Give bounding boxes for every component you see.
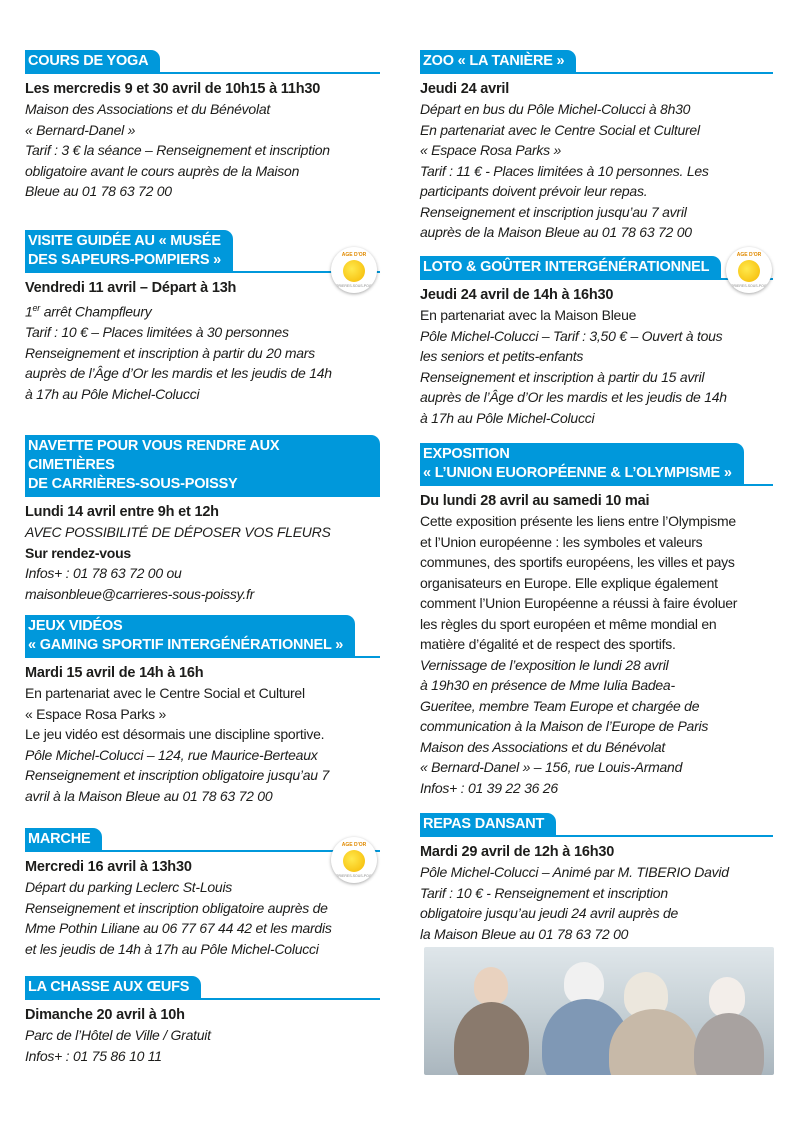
detail-line: obligatoire avant le cours auprès de la Maison	[25, 162, 300, 179]
detail-line: la Maison Bleue au 01 78 63 72 00	[420, 925, 629, 942]
section-title	[25, 615, 355, 656]
section-yoga	[25, 50, 380, 202]
detail-line: Tarif : 10 € – Places limitées à 30 personnes	[25, 324, 289, 341]
badge-title: AGE D'OR	[341, 842, 367, 848]
sun-icon	[738, 260, 760, 282]
title-underline	[25, 72, 380, 74]
section-title: MARCHE	[25, 828, 102, 850]
section-title: LOTO & GOÛTER INTERGÉNÉRATIONNEL	[420, 256, 721, 278]
detail-line: Maison des Associations et du Bénévolat	[420, 738, 665, 755]
detail-line: matière d’égalité et de respect des sportifs.	[420, 636, 676, 652]
detail-line: avril à la Maison Bleue au 01 78 63 72 00	[25, 787, 273, 804]
detail-line: En partenariat avec le Centre Social et Culturel	[420, 121, 700, 138]
title-underline	[420, 835, 773, 837]
detail-line: Gueritee, membre Team Europe et chargée de	[420, 697, 700, 714]
detail-line: communication à la Maison de l’Europe de Paris	[420, 718, 709, 734]
detail-line: Bleue au 01 78 63 72 00	[25, 183, 172, 199]
person-body	[609, 1009, 699, 1075]
sun-icon	[343, 260, 365, 282]
first-stop-sup: er	[32, 303, 41, 313]
person-head	[564, 962, 604, 1004]
detail-line: communes, des sportifs européens, les villes et pays	[420, 554, 735, 570]
title-line: VISITE GUIDÉE AU « MUSÉE	[28, 233, 221, 249]
title-line: JEUX VIDÉOS	[28, 618, 123, 634]
event-details	[25, 99, 380, 202]
section-title: COURS DE YOGA	[25, 50, 160, 72]
detail-line: Renseignement et inscription obligatoire jusqu’au 7	[25, 767, 329, 783]
detail-line: Pôle Michel-Colucci – Tarif : 3,50 € – Ouvert à tous	[420, 327, 723, 344]
dancing-seniors-photo	[424, 947, 774, 1075]
detail-line: En partenariat avec le Centre Social et Culturel	[25, 685, 305, 701]
detail-line: Renseignement et inscription jusqu’au 7 avril	[420, 203, 687, 220]
detail-line: participants doivent prévoir leur repas.	[420, 183, 648, 199]
detail-line: Parc de l’Hôtel de Ville / Gratuit	[25, 1027, 211, 1043]
section-title: REPAS DANSANT	[420, 813, 556, 835]
event-date: Jeudi 24 avril de 14h à 16h30	[420, 287, 614, 303]
title-underline	[25, 495, 380, 497]
detail-line: « Bernard-Danel » – 156, rue Louis-Armand	[420, 759, 683, 775]
event-date: Mardi 29 avril de 12h à 16h30	[420, 844, 615, 860]
detail-line: Renseignement et inscription obligatoire auprès de	[25, 899, 328, 916]
title-line: DES SAPEURS-POMPIERS »	[28, 252, 222, 268]
title-underline	[25, 998, 380, 1000]
section-exhibition	[420, 443, 773, 798]
section-loto	[420, 256, 773, 428]
event-date: Lundi 14 avril entre 9h et 12h	[25, 504, 219, 520]
title-line: « GAMING SPORTIF INTERGÉNÉRATIONNEL »	[28, 637, 344, 653]
section-video-games	[25, 615, 380, 806]
badge-subtitle: CARRIERES-SOUS-POISSY	[331, 874, 377, 878]
detail-line: « Bernard-Danel »	[25, 121, 136, 138]
badge-subtitle: CARRIERES-SOUS-POISSY	[331, 284, 377, 288]
title-underline	[25, 656, 380, 658]
section-walk	[25, 828, 380, 959]
person-head	[474, 967, 508, 1005]
event-details	[420, 862, 773, 944]
badge-subtitle: CARRIERES-SOUS-POISSY	[726, 284, 772, 288]
detail-line: Pôle Michel-Colucci – Animé par M. TIBERIO David	[420, 864, 729, 880]
detail-line: Départ du parking Leclerc St-Louis	[25, 879, 233, 895]
detail-line: Infos+ : 01 75 86 10 11	[25, 1047, 162, 1064]
title-underline	[420, 72, 773, 74]
event-details	[420, 99, 773, 243]
detail-line: auprès de la Maison Bleue au 01 78 63 72 00	[420, 224, 692, 240]
detail-line: auprès de l’Âge d’Or les mardis et les jeudis de 14h	[25, 365, 332, 382]
person-head	[709, 977, 745, 1017]
first-stop-text: arrêt Champfleury	[40, 303, 152, 320]
section-zoo	[420, 50, 773, 243]
event-details	[25, 877, 380, 959]
detail-line: Renseignement et inscription à partir du 20 mars	[25, 344, 315, 361]
detail-line: Maison des Associations et du Bénévolat	[25, 101, 270, 117]
event-date: Les mercredis 9 et 30 avril de 10h15 à 11h30	[25, 81, 321, 97]
event-date: Vendredi 11 avril – Départ à 13h	[25, 280, 237, 296]
detail-line: Tarif : 11 € - Places limitées à 10 personnes. Les	[420, 162, 709, 179]
title-line: DE CARRIÈRES-SOUS-POISSY	[28, 476, 238, 492]
detail-line: Cette exposition présente les liens entre l’Olympisme	[420, 513, 736, 529]
event-date: Dimanche 20 avril à 10h	[25, 1007, 185, 1023]
section-cemetery-shuttle	[25, 435, 380, 604]
age-dor-logo-icon	[331, 247, 377, 293]
title-underline	[25, 271, 380, 273]
first-stop-number: 1	[25, 303, 33, 320]
section-title: LA CHASSE AUX ŒUFS	[25, 976, 201, 998]
event-details	[420, 305, 773, 428]
event-date: Mercredi 16 avril à 13h30	[25, 859, 192, 875]
detail-line: « Espace Rosa Parks »	[420, 142, 562, 158]
event-details	[25, 522, 380, 604]
section-title	[25, 230, 233, 271]
person-body	[454, 1002, 529, 1075]
title-line: NAVETTE POUR VOUS RENDRE AUX CIMETIÈRES	[28, 438, 280, 473]
detail-line: Vernissage de l’exposition le lundi 28 avril	[420, 656, 669, 673]
title-line: EXPOSITION	[423, 446, 510, 462]
detail-line: Renseignement et inscription à partir du 15 avril	[420, 368, 705, 385]
age-dor-logo-icon	[726, 247, 772, 293]
badge-title: AGE D'OR	[736, 252, 762, 258]
sun-icon	[343, 850, 365, 872]
detail-line: à 17h au Pôle Michel-Colucci	[420, 409, 595, 426]
info-phone: Infos+ : 01 78 63 72 00 ou	[25, 565, 182, 581]
first-stop-line	[25, 298, 380, 322]
detail-line: obligatoire jusqu’au jeudi 24 avril auprès de	[420, 905, 679, 921]
detail-line: à 19h30 en présence de Mme Iulia Badea-	[420, 677, 675, 693]
detail-line: et les jeudis de 14h à 17h au Pôle Michel-Colucci	[25, 940, 319, 957]
title-underline	[25, 850, 380, 852]
detail-line: les seniors et petits-enfants	[420, 348, 584, 364]
event-date: Mardi 15 avril de 14h à 16h	[25, 665, 204, 681]
section-title: ZOO « LA TANIÈRE »	[420, 50, 576, 72]
detail-line: comment l’Union Européenne a réussi à faire évoluer	[420, 595, 738, 611]
detail-line: En partenariat avec la Maison Bleue	[420, 307, 637, 323]
badge-title: AGE D'OR	[341, 252, 367, 258]
detail-line: auprès de l’Âge d’Or les mardis et les jeudis de 14h	[420, 389, 727, 405]
section-title	[420, 443, 744, 484]
detail-line: Tarif : 10 € - Renseignement et inscription	[420, 884, 668, 901]
age-dor-logo-icon	[331, 837, 377, 883]
event-details	[25, 298, 380, 404]
detail-line: organisateurs en Europe. Elle explique également	[420, 574, 718, 591]
detail-line: Départ en bus du Pôle Michel-Colucci à 8h30	[420, 101, 691, 117]
title-underline	[420, 484, 773, 486]
person-body	[694, 1013, 764, 1075]
event-date: Jeudi 24 avril	[420, 81, 510, 97]
info-email[interactable]: maisonbleue@carrieres-sous-poissy.fr	[25, 585, 255, 602]
detail-line: Pôle Michel-Colucci – 124, rue Maurice-Berteaux	[25, 746, 318, 763]
detail-line: Mme Pothin Liliane au 06 77 67 44 42 et les mardis	[25, 920, 332, 936]
section-egg-hunt	[25, 976, 380, 1066]
detail-line: à 17h au Pôle Michel-Colucci	[25, 385, 200, 402]
event-details	[25, 683, 380, 806]
appointment-note: Sur rendez-vous	[25, 544, 131, 561]
section-dinner-dance	[420, 813, 773, 944]
section-museum-visit	[25, 230, 380, 404]
section-title	[25, 435, 380, 495]
event-details	[420, 511, 773, 798]
event-details	[25, 1025, 380, 1066]
title-underline	[420, 278, 773, 280]
detail-line: « Espace Rosa Parks »	[25, 705, 167, 722]
detail-line: Infos+ : 01 39 22 36 26	[420, 779, 558, 796]
title-line: « L’UNION EUOROPÉENNE & L’OLYMPISME »	[423, 465, 732, 481]
event-date: Du lundi 28 avril au samedi 10 mai	[420, 493, 650, 509]
detail-line: Tarif : 3 € la séance – Renseignement et inscription	[25, 142, 330, 158]
detail-line: les règles du sport européen et même mondial en	[420, 615, 717, 632]
detail-line: et l’Union européenne : les symboles et valeurs	[420, 533, 703, 550]
detail-line: Le jeu vidéo est désormais une discipline sportive.	[25, 726, 325, 742]
detail-line: AVEC POSSIBILITÉ DE DÉPOSER VOS FLEURS	[25, 524, 331, 540]
